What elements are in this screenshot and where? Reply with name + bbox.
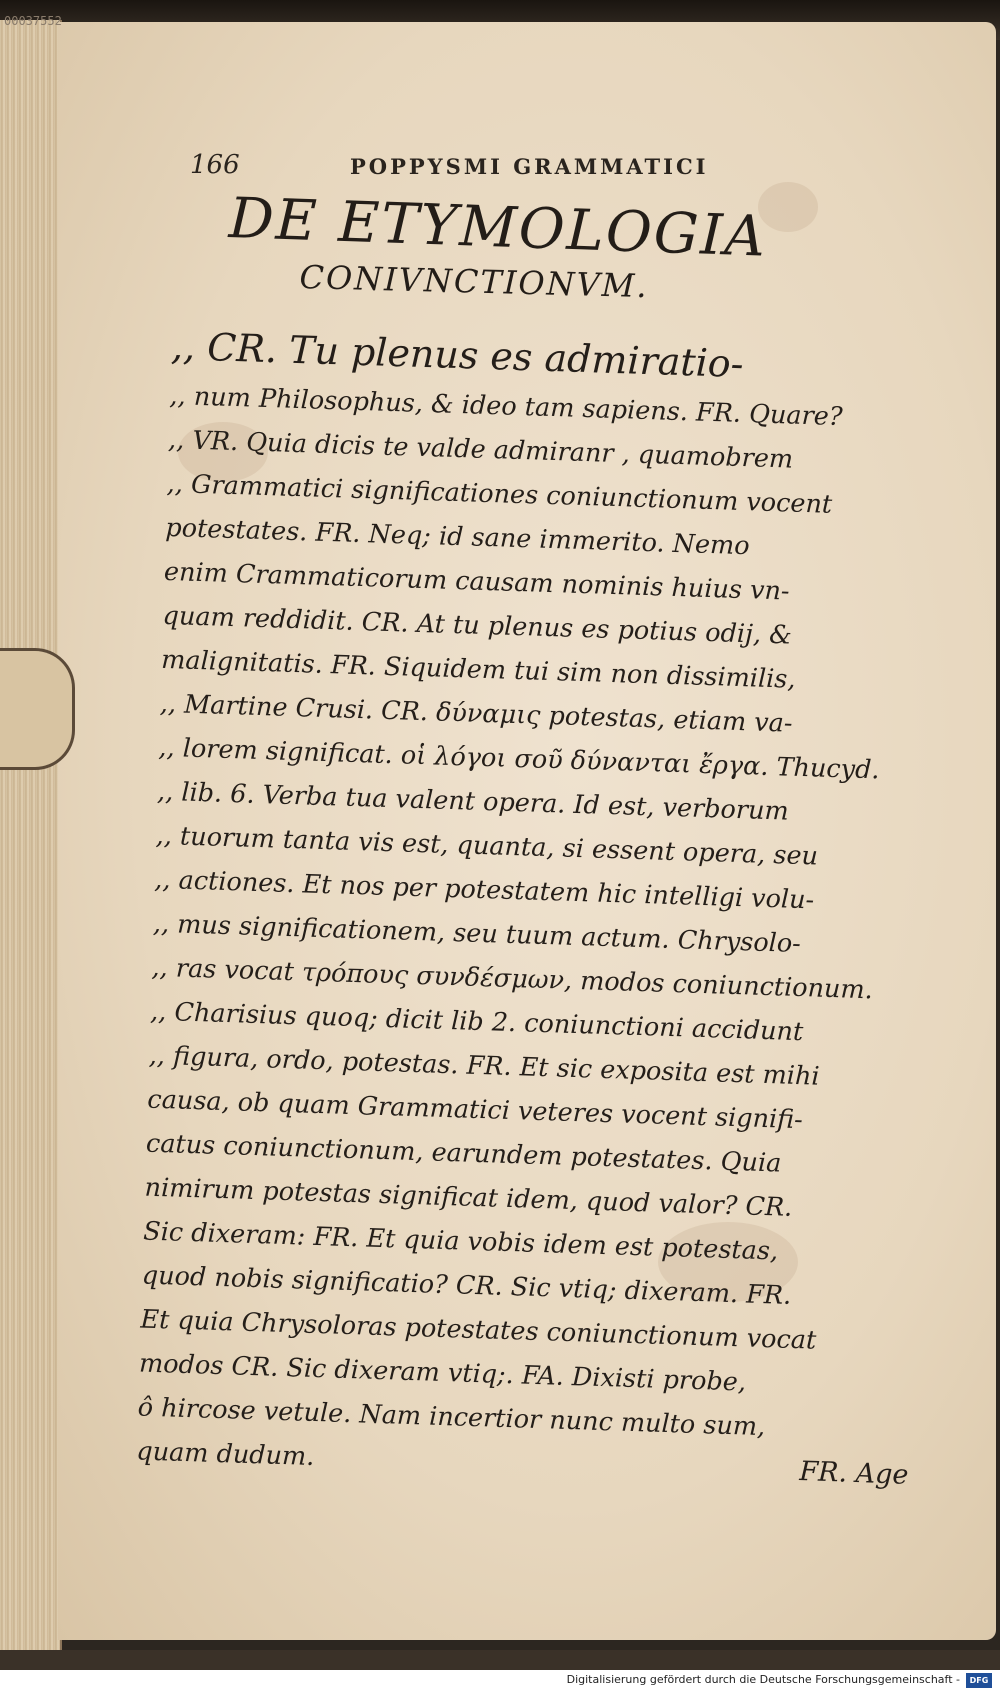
text-line: malignitatis. FR. Siquidem tui sim non dissimilis,: [160, 644, 796, 695]
text-line: ,, tuorum tanta vis est, quanta, si essent opera, seu: [155, 820, 819, 872]
chapter-title: DE ETYMOLOGIA: [227, 186, 769, 270]
text-line: ,, CR. Tu plenus es admiratio-: [170, 323, 745, 386]
text-line: catus coniunctionum, earundem potestates. Quia: [145, 1128, 782, 1179]
text-line: quam reddidit. CR. At tu plenus es potius odij, &: [162, 600, 793, 651]
page-number: 166: [190, 150, 240, 180]
text-line: ,, Martine Crusi. CR. δύναμις potestas, etiam va-: [159, 688, 793, 739]
page-tab-flap: [0, 648, 75, 770]
text-line: ,, Charisius quoq; dicit lib 2. coniunctioni accidunt: [149, 996, 804, 1048]
text-line: quam dudum.: [135, 1436, 315, 1473]
running-head-title: POPPYSMI GRAMMATICI: [350, 154, 709, 179]
book-page-edges: [0, 20, 62, 1650]
text-line: ,, mus significationem, seu tuum actum. Chrysolo-: [152, 908, 802, 960]
footer-bar: [0, 1670, 1000, 1692]
text-line: Et quia Chrysoloras potestates coniunctionum vocat: [140, 1304, 817, 1356]
text-line: ,, VR. Quia dicis te valde admiranr , quamobrem: [167, 424, 794, 475]
text-line: ,, lib. 6. Verba tua valent opera. Id est, verborum: [156, 776, 790, 827]
dfg-logo[interactable]: DFG: [966, 1673, 992, 1688]
text-line: ,, ras vocat τρόπους συνδέσμων, modos coniunctionum.: [151, 952, 874, 1006]
text-line: ,, figura, ordo, potestas. FR. Et sic exposita est mihi: [148, 1040, 821, 1092]
text-line: modos CR. Sic dixeram vtiq;. FA. Dixisti probe,: [138, 1348, 747, 1398]
text-line: ,, num Philosophus, & ideo tam sapiens. FR. Quare?: [169, 380, 844, 433]
footer-credit: Digitalisierung gefördert durch die Deutsche Forschungsgemeinschaft -: [566, 1673, 960, 1686]
scan-bottom-border: [0, 1650, 1000, 1670]
text-line: ,, actiones. Et nos per potestatem hic intelligi volu-: [153, 864, 815, 916]
chapter-subtitle: CONIVNCTIONVM.: [299, 258, 650, 306]
catchword: FR. Age: [798, 1456, 909, 1491]
text-line: causa, ob quam Grammatici veteres vocent signifi-: [146, 1084, 804, 1136]
text-line: ,, lorem significat. οἱ λόγοι σοῦ δύνανται ἔργα. Thucyd.: [158, 732, 880, 786]
scan-signature-mark: 00037552: [4, 14, 62, 28]
text-line: potestates. FR. Neq; id sane immerito. Nemo: [164, 512, 751, 562]
text-line: ô hircose vetule. Nam incertior nunc multo sum,: [137, 1392, 766, 1443]
body-text: [136, 318, 932, 1497]
text-line: ,, Grammatici significationes coniunctionum vocent: [166, 468, 833, 520]
text-line: quod nobis significatio? CR. Sic vtiq; dixeram. FR.: [141, 1260, 792, 1311]
text-line: enim Crammaticorum causam nominis huius vn-: [163, 556, 790, 607]
text-line: Sic dixeram: FR. Et quia vobis idem est potestas,: [142, 1216, 779, 1267]
running-head: [190, 150, 850, 190]
text-line: nimirum potestas significat idem, quod valor? CR.: [144, 1172, 793, 1223]
